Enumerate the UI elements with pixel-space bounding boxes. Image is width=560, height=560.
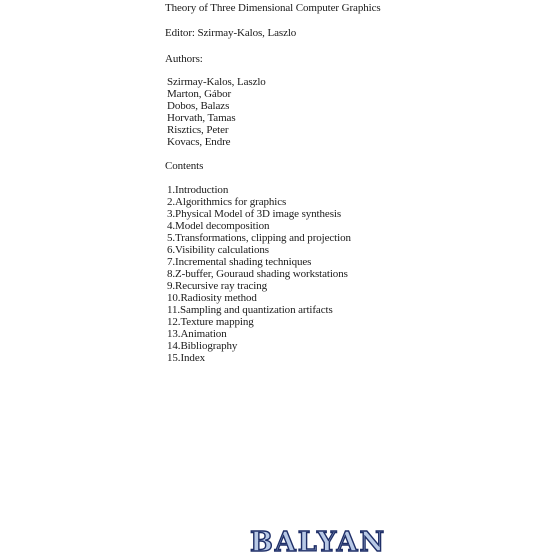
editor-line: Editor: Szirmay-Kalos, Laszlo bbox=[165, 27, 297, 39]
document-title: Theory of Three Dimensional Computer Graphics bbox=[165, 2, 381, 14]
author-item: Kovacs, Endre bbox=[167, 136, 231, 148]
contents-item: 2.Algorithmics for graphics bbox=[167, 196, 287, 208]
contents-item: 13.Animation bbox=[167, 328, 227, 340]
author-item: Horvath, Tamas bbox=[167, 112, 236, 124]
authors-heading: Authors: bbox=[165, 53, 203, 65]
author-item: Dobos, Balazs bbox=[167, 100, 230, 112]
contents-item: 14.Bibliography bbox=[167, 340, 238, 352]
contents-item: 9.Recursive ray tracing bbox=[167, 280, 268, 292]
author-item: Marton, Gábor bbox=[167, 88, 232, 100]
contents-item: 10.Radiosity method bbox=[167, 292, 257, 304]
contents-item: 1.Introduction bbox=[167, 184, 229, 196]
author-item: Risztics, Peter bbox=[167, 124, 229, 136]
contents-item: 7.Incremental shading techniques bbox=[167, 256, 312, 268]
contents-item: 12.Texture mapping bbox=[167, 316, 254, 328]
watermark-logo: BALYAN bbox=[250, 527, 387, 558]
contents-item: 3.Physical Model of 3D image synthesis bbox=[167, 208, 342, 220]
contents-item: 11.Sampling and quantization artifacts bbox=[167, 304, 333, 316]
contents-heading: Contents bbox=[165, 160, 204, 172]
contents-item: 8.Z-buffer, Gouraud shading workstations bbox=[167, 268, 348, 280]
contents-item: 4.Model decomposition bbox=[167, 220, 270, 232]
contents-item: 5.Transformations, clipping and projection bbox=[167, 232, 351, 244]
author-item: Szirmay-Kalos, Laszlo bbox=[167, 76, 266, 88]
contents-item: 6.Visibility calculations bbox=[167, 244, 269, 256]
contents-item: 15.Index bbox=[167, 352, 205, 364]
